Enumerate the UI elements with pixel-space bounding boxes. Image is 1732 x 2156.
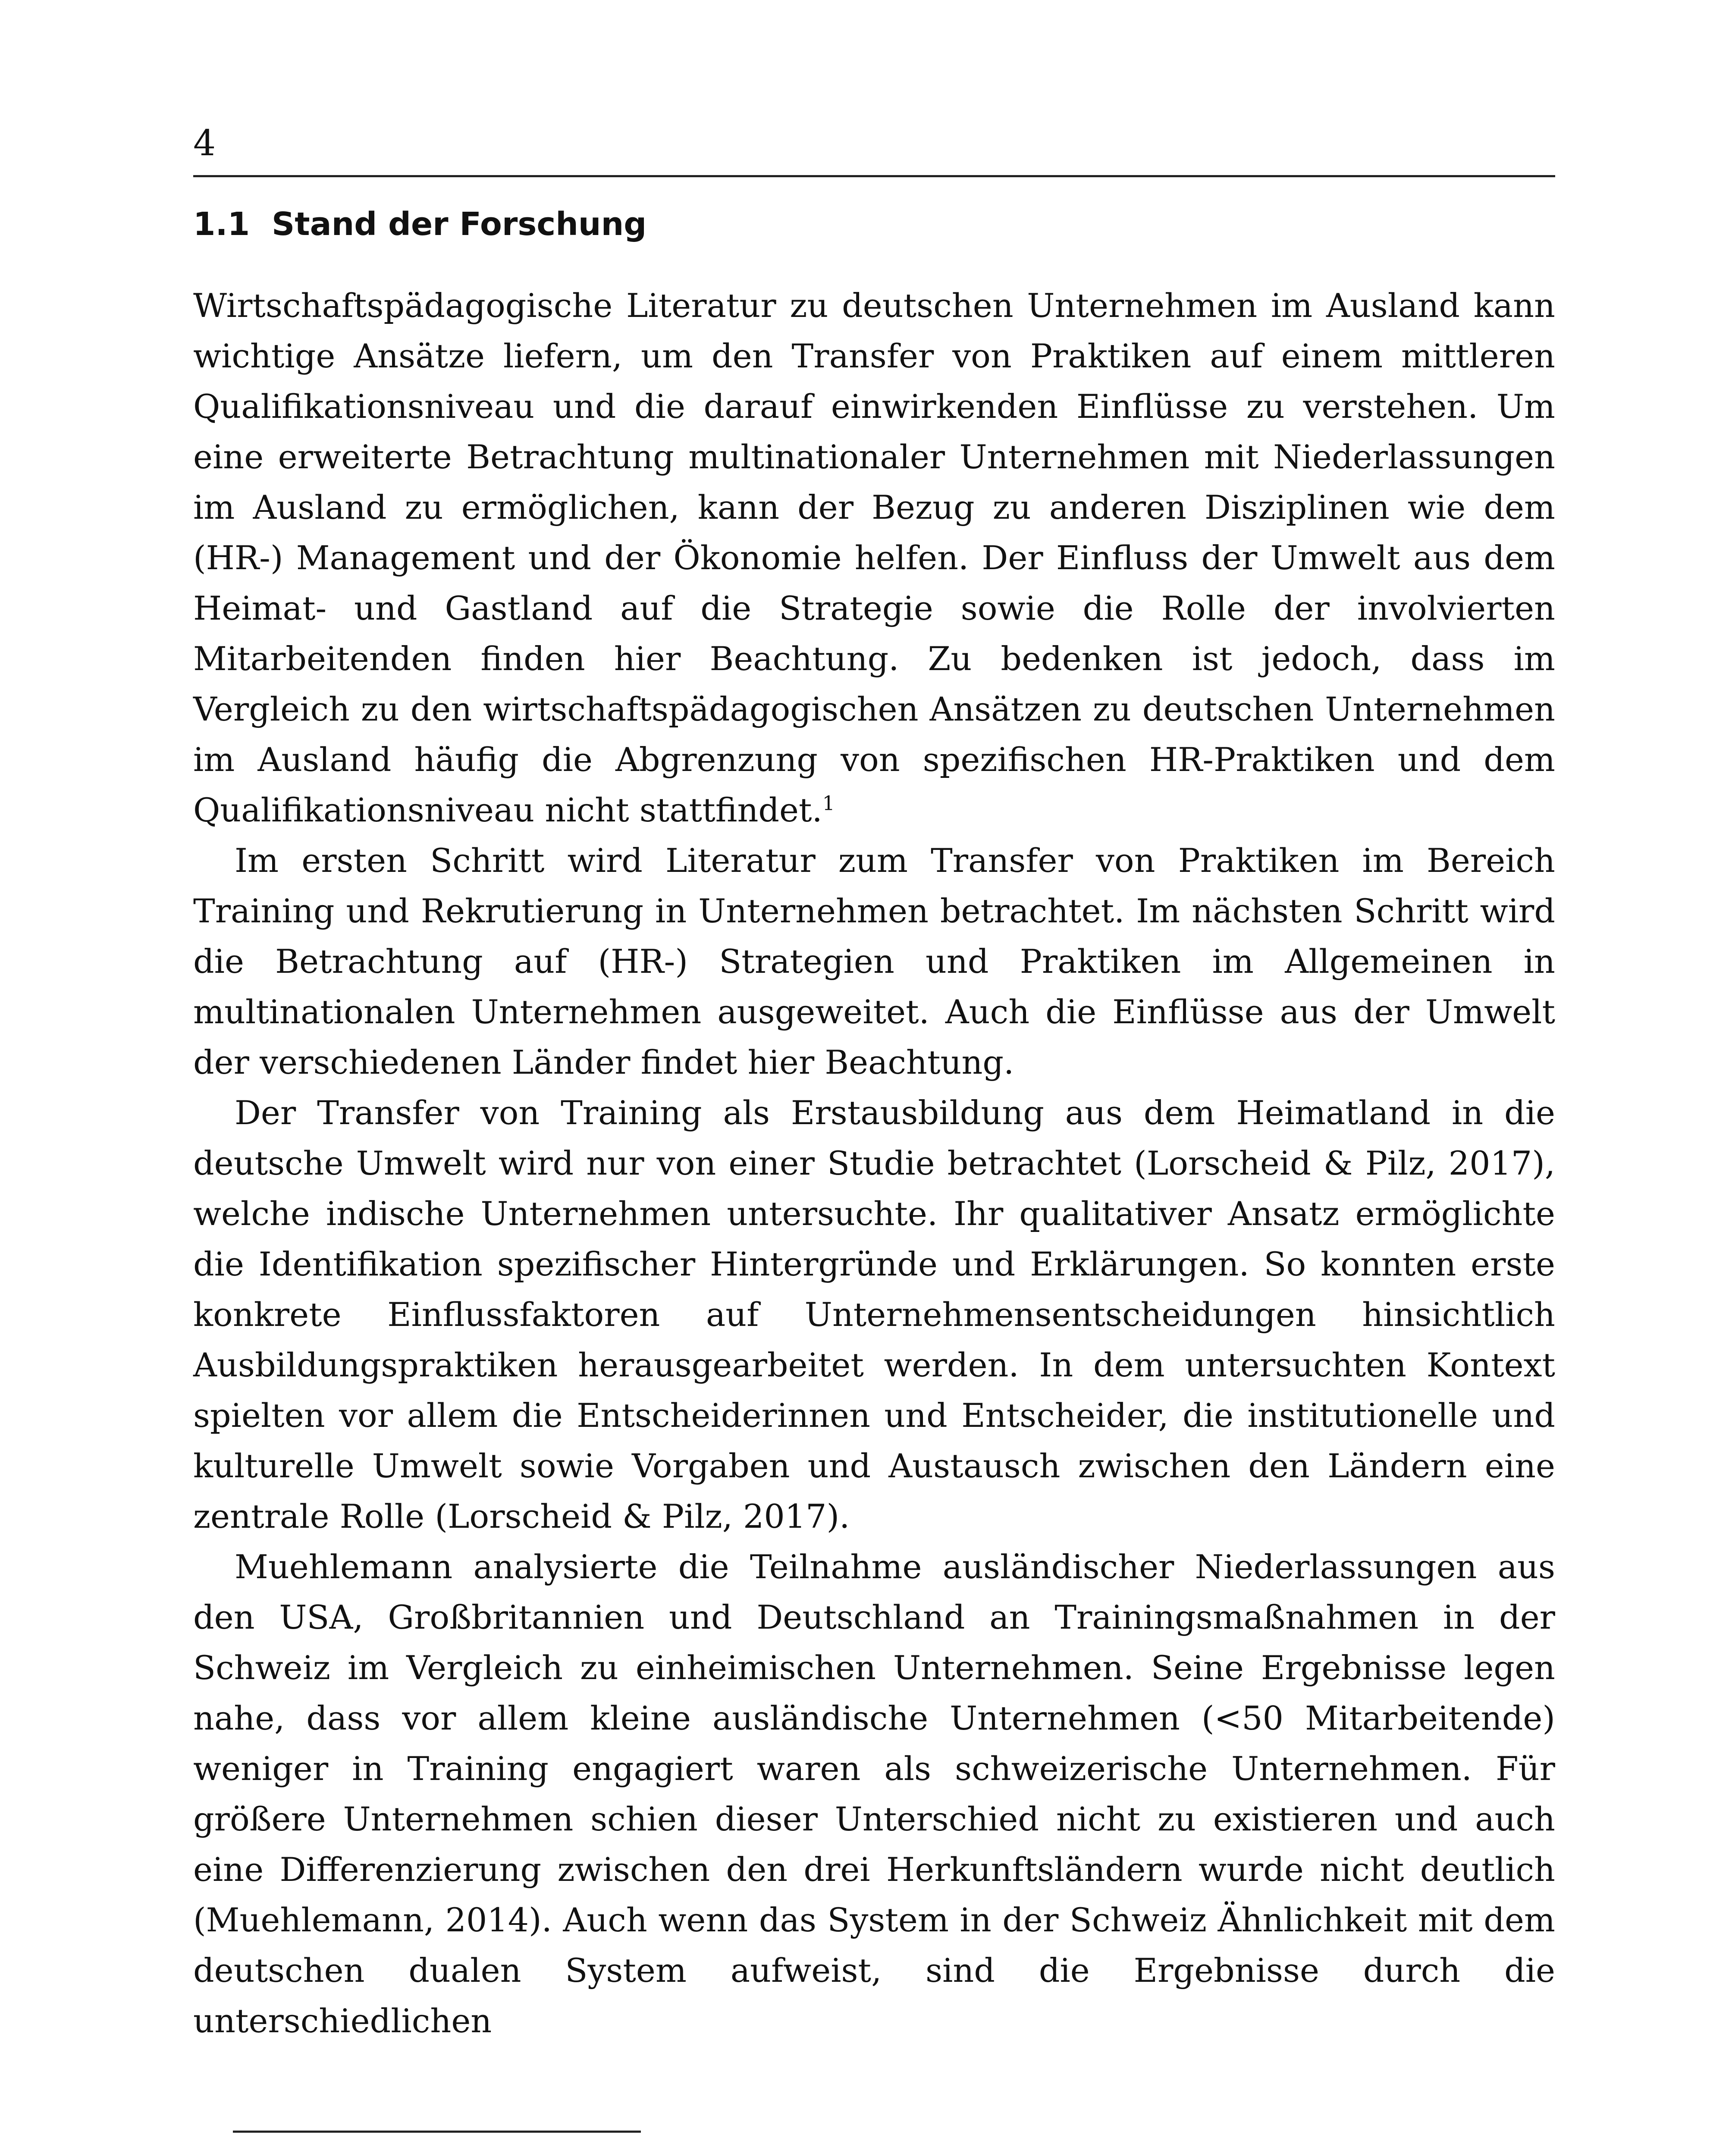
body-text	[193, 280, 1555, 2046]
header-rule	[193, 175, 1555, 177]
paragraph-1	[193, 280, 1555, 835]
section-title: Stand der Forschung	[272, 206, 647, 243]
paragraph-1-text: Wirtschaftspädagogische Literatur zu deutschen Unternehmen im Ausland kann wichtige Ansätze liefern, um den Transfer von Praktiken auf einem mittleren Qualifikationsniveau und die darauf einwirkenden Einflüsse zu verstehen. Um eine erweiterte Betrachtung multinationaler Unternehmen mit Niederlassungen im Ausland zu ermöglichen, kann der Bezug zu anderen Disziplinen wie dem (HR-) Management und der Ökonomie helfen. Der Einfluss der Umwelt aus dem Heimat- und Gastland auf die Strategie sowie die Rolle der involvierten Mitarbeitenden finden hier Beachtung. Zu bedenken ist jedoch, dass im Vergleich zu den wirtschaftspädagogischen Ansätzen zu deutschen Unternehmen im Ausland häufig die Abgrenzung von spezifischen HR-Praktiken und dem Qualifikationsniveau nicht stattfindet.	[193, 286, 1555, 829]
paragraph-2: Im ersten Schritt wird Literatur zum Transfer von Praktiken im Bereich Training und Rekrutierung in Unternehmen betrachtet. Im nächsten Schritt wird die Betrachtung auf (HR-) Strategien und Praktiken im Allgemeinen in multinationalen Unternehmen ausgeweitet. Auch die Einflüsse aus der Umwelt der verschiedenen Länder findet hier Beachtung.	[193, 841, 1555, 1081]
footnote-reference[interactable]: 1	[822, 792, 835, 815]
section-heading	[193, 207, 646, 242]
footnote-rule	[233, 2131, 641, 2133]
section-number: 1.1	[193, 206, 250, 243]
paragraph-3: Der Transfer von Training als Erstausbildung aus dem Heimatland in die deutsche Umwelt wird nur von einer Studie betrachtet (Lorscheid & Pilz, 2017), welche indische Unternehmen untersuchte. Ihr qualitativer Ansatz ermöglichte die Identifikation spezifischer Hintergründe und Erklärungen. So konnten erste konkrete Einflussfaktoren auf Unternehmensentscheidungen hinsichtlich Ausbildungspraktiken herausgearbeitet werden. In dem untersuchten Kontext spielten vor allem die Entscheiderinnen und Entscheider, die institutionelle und kulturelle Umwelt sowie Vorgaben und Austausch zwischen den Ländern eine zentrale Rolle (Lorscheid & Pilz, 2017).	[193, 1094, 1555, 1536]
paragraph-4: Muehlemann analysierte die Teilnahme ausländischer Niederlassungen aus den USA, Großbritannien und Deutschland an Trainingsmaßnahmen in der Schweiz im Vergleich zu einheimischen Unternehmen. Seine Ergebnisse legen nahe, dass vor allem kleine ausländische Unternehmen (<50 Mitarbeitende) weniger in Training engagiert waren als schweizerische Unternehmen. Für größere Unternehmen schien dieser Unterschied nicht zu existieren und auch eine Differenzierung zwischen den drei Herkunftsländern wurde nicht deutlich (Muehlemann, 2014). Auch wenn das System in der Schweiz Ähnlichkeit mit dem deutschen dualen System aufweist, sind die Ergebnisse durch die unterschiedlichen	[193, 1548, 1555, 2040]
page-number: 4	[193, 123, 216, 164]
